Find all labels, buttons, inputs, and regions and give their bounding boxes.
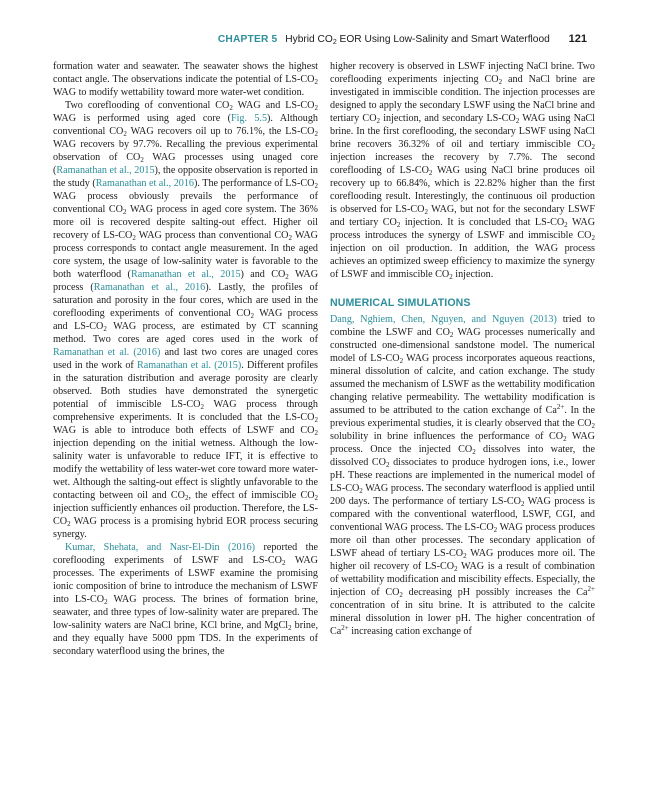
citation-link[interactable]: Kumar, Shehata, and Nasr-El-Din (2016) xyxy=(65,542,256,553)
citation-link[interactable]: Ramanathan et al., 2015 xyxy=(130,269,241,280)
running-header xyxy=(100,33,587,45)
paragraph: Kumar, Shehata, and Nasr-El-Din (2016) reported the coreflooding experiments of LSWF and $LS-CO_2$ WAG processes. The experiments of LSWF examine the promising ionic composition of brine to introduce the mechanism of LSWF into $LS-CO_2$ WAG process. The brines of formation brine, seawater, and three types of low-salinity water are prepared. The low-salinity waters are NaCl brine, KCl brine, and MgCl$_2$ brine, and they equally have 5000 ppm TDS. In the experiments of secondary waterflood using the brines, the xyxy=(53,542,319,657)
figure-reference-link[interactable]: Fig. 5.5 xyxy=(230,113,268,124)
section-heading: NUMERICAL SIMULATIONS xyxy=(330,297,471,309)
citation-link[interactable]: Ramanathan et al., 2016 xyxy=(95,178,194,189)
chapter-title: Hybrid $CO_2$ EOR Using Low-Salinity and Smart Waterflood xyxy=(285,34,550,46)
chapter-label: CHAPTER 5 xyxy=(217,34,278,45)
paragraph: formation water and seawater. The seawater shows the highest contact angle. The observations indicate the potential of $LS-CO_2$ WAG to modify wettability toward more water-wet condition. xyxy=(53,61,318,98)
paragraph: Dang, Nghiem, Chen, Nguyen, and Nguyen (2013) tried to combine the LSWF and $CO_2$ WAG processes numerically and constructed one-dimensional sandstone model. The numerical model of $LS-CO_2$ WAG process incorporates aqueous reactions, mineral dissolution of calcite, and cation exchange. The study assumed the mechanism of LSWF as the wettability modification changing relative permeability. The wettability modification is assumed to be attributed to the cation exchange of $Ca^{2+}$. In the previous experimental studies, it is clearly observed that the $CO_2$ solubility in brine influences the performance of $CO_2$ WAG process. Once the injected $CO_2$ dissolves into water, the dissolved $CO_2$ dissociates to produce hydrogen ions, i.e., lower pH. These reactions are implemented in the numerical model of $LS-CO_2$ WAG process. The secondary waterflood is applied until 200 days. The performance of tertiary $LS-CO_2$ WAG process is compared with the conventional waterflood, LSWF, CGI, and conventional WAG process. The $LS-CO_2$ WAG process produces more oil than other processes. The secondary application of LSWF ahead of tertiary $LS-CO_2$ WAG produces more oil. The higher oil recovery of $LS-CO_2$ WAG is a result of combination of wettability modification and miscibility effects. Especially, the injection of $CO_2$ decreasing pH possibly increases the $Ca^{2+}$ concentration of in situ brine. It is attributed to the calcite mineral dissolution in lower pH. The higher concentration of $Ca^{2+}$ increasing cation exchange of xyxy=(330,314,596,637)
right-column xyxy=(330,60,595,638)
paragraph: higher recovery is observed in LSWF injecting NaCl brine. Two coreflooding experiments injecting $CO_2$ and NaCl brine are investigated in immiscible condition. The injection processes are designed to apply the secondary LSWF using the NaCl brine and tertiary $CO_2$ injection, and secondary $LS-CO_2$ WAG using NaCl brine. In the first coreflooding, the secondary LSWF using NaCl brine recovers 36.32% of oil and tertiary immiscible $CO_2$ injection increases the recovery by 7.7%. The second coreflooding of $LS-CO_2$ WAG using NaCl brine produces oil recovery up to 66.84%, which is 22.82% higher than the first coreflooding result. Interestingly, the continuous oil production is observed for $LS-CO_2$ WAG, but not for the secondary LSWF and tertiary $CO_2$ injection. It is concluded that $LS-CO_2$ WAG process introduces the synergy of LSWF and immiscible $CO_2$ injection on oil production. In addition, the WAG process achieves an optimized sweep efficiency to maximize the synergy of LSWF and immiscible $CO_2$ injection. xyxy=(330,61,596,281)
citation-link[interactable]: Ramanathan et al. (2016) xyxy=(53,347,161,358)
citation-link[interactable]: Ramanathan et al., 2015 xyxy=(56,165,155,176)
citation-link[interactable]: Ramanathan et al., 2016 xyxy=(93,282,206,293)
page-number: 121 xyxy=(568,33,587,45)
paragraph: Two coreflooding of conventional $CO_2$ WAG and $LS-CO_2$ WAG is performed using aged core (Fig. 5.5). Although conventional $CO_2$ WAG recovers oil up to 76.1%, the $LS-CO_2$ WAG recovers by 97.7%. Recalling the previous experimental observation of $CO_2$ WAG processes using unaged core (Ramanathan et al., 2015), the opposite observation is reported in the study (Ramanathan et al., 2016). The performance of $LS-CO_2$ WAG process obviously prevails the performance of conventional $CO_2$ WAG process in aged core system. The 36% more oil is recovered despite salting-out effect. Higher oil recovery of $LS-CO_2$ WAG process than conventional $CO_2$ WAG process corresponds to contact angle measurement. In the aged core system, the usage of low-salinity water is favorable to the both waterflood (Ramanathan et al., 2015) and $CO_2$ WAG process (Ramanathan et al., 2016). Lastly, the profiles of saturation and porosity in the four cores, which are used in the coreflooding experiments of conventional $CO_2$ WAG process and $LS-CO_2$ WAG process, are estimated by CT scanning method. Two cores are aged cores used in the work of Ramanathan et al. (2016) and last two cores are unaged cores used in the work of Ramanathan et al. (2015). Different profiles in the saturation distribution and average porosity are clearly observed. Both studies have demonstrated the synergetic potential of immiscible $LS-CO_2$ WAG process through comprehensive experiments. It is concluded that the $LS-CO_2$ WAG is able to introduce both effects of LSWF and $CO_2$ injection depending on the initial wetness. Although the low-salinity water is unfavorable to reduce IFT, it is effective to modify the wettability of less water-wet core toward more water-wet. Although the salting-out effect is slightly unfavorable to the contacting between oil and $CO_2$, the effect of immiscible $CO_2$ injection sufficiently enhances oil production. Therefore, the $LS-CO_2$ WAG process is a promising hybrid EOR process securing synergy. xyxy=(53,100,319,540)
citation-link[interactable]: Ramanathan et al. (2015) xyxy=(136,360,242,371)
citation-link[interactable]: Dang, Nghiem, Chen, Nguyen, and Nguyen (2013) xyxy=(330,314,557,325)
left-column xyxy=(53,60,318,658)
